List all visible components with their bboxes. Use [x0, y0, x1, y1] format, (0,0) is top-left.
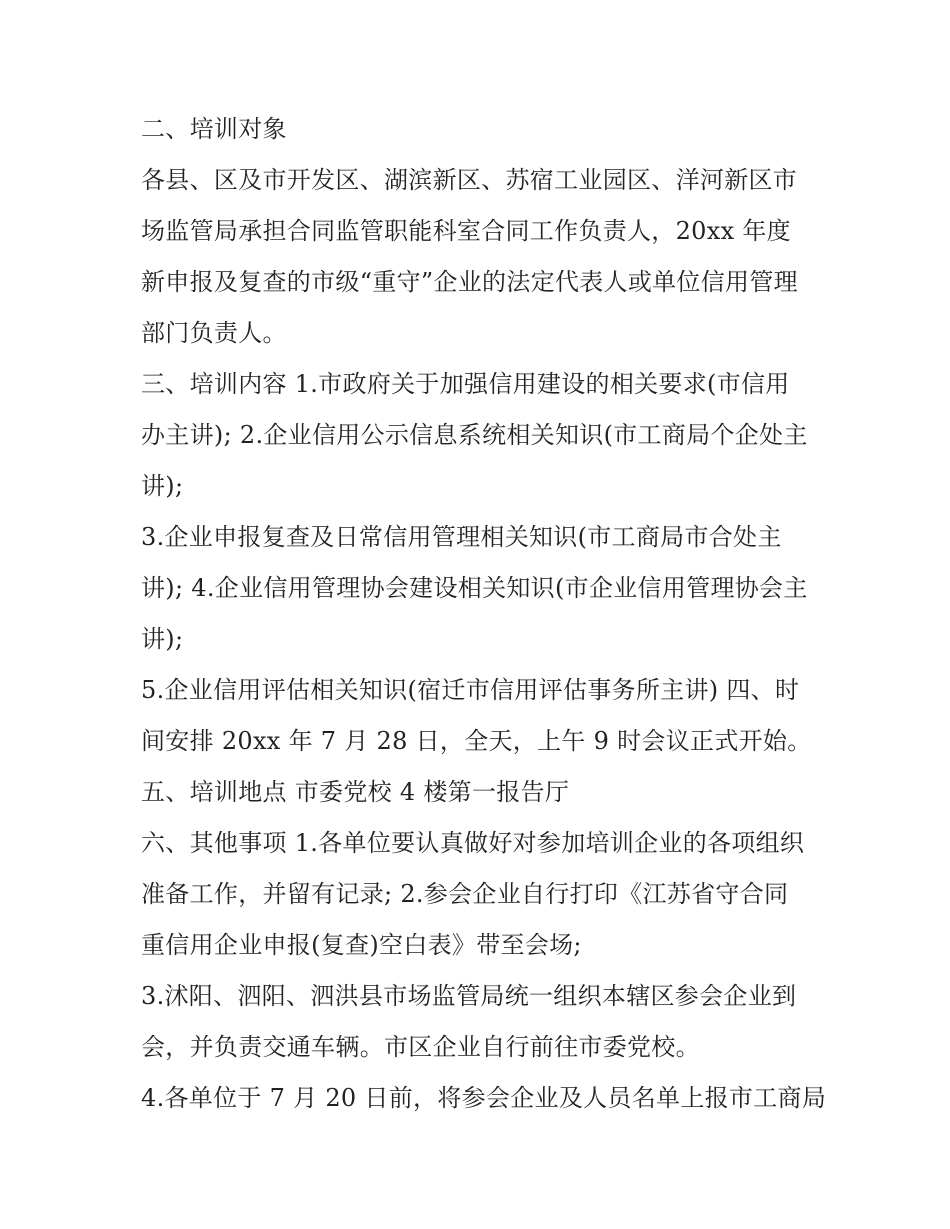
paragraph-line: 讲); [141, 625, 184, 653]
paragraph-line: 重信用企业申报(复查)空白表》带至会场; [141, 931, 582, 959]
paragraph-line: 场监管局承担合同监管职能科室合同工作负责人，20xx 年度 [141, 217, 791, 245]
paragraph-line: 新申报及复查的市级“重守”企业的法定代表人或单位信用管理 [141, 268, 798, 296]
paragraph-line: 讲); 4.企业信用管理协会建设相关知识(市企业信用管理协会主 [141, 574, 808, 602]
paragraph-line: 5.企业信用评估相关知识(宿迁市信用评估事务所主讲) 四、时 [141, 676, 800, 704]
paragraph-line: 会，并负责交通车辆。市区企业自行前往市委党校。 [141, 1033, 700, 1061]
section-heading-training-targets: 二、培训对象 [141, 115, 287, 143]
paragraph-line: 办主讲); 2.企业信用公示信息系统相关知识(市工商局个企处主 [141, 421, 808, 449]
section-heading-other-matters: 六、其他事项 1.各单位要认真做好对参加培训企业的各项组织 [141, 829, 805, 857]
document-body [141, 104, 827, 1124]
section-heading-training-location: 五、培训地点 市委党校 4 楼第一报告厅 [141, 778, 570, 806]
paragraph-line: 4.各单位于 7 月 20 日前，将参会企业及人员名单上报市工商局 [141, 1084, 827, 1112]
paragraph-line: 间安排 20xx 年 7 月 28 日，全天，上午 9 时会议正式开始。 [141, 727, 812, 755]
paragraph-line: 各县、区及市开发区、湖滨新区、苏宿工业园区、洋河新区市 [141, 166, 798, 194]
section-heading-training-content: 三、培训内容 1.市政府关于加强信用建设的相关要求(市信用 [141, 370, 790, 398]
paragraph-line: 3.沭阳、泗阳、泗洪县市场监管局统一组织本辖区参会企业到 [141, 982, 797, 1010]
paragraph-line: 准备工作，并留有记录; 2.参会企业自行打印《江苏省守合同 [141, 880, 789, 908]
paragraph-line: 部门负责人。 [141, 319, 287, 347]
paragraph-line: 3.企业申报复查及日常信用管理相关知识(市工商局市合处主 [141, 523, 782, 551]
paragraph-line: 讲); [141, 472, 184, 500]
